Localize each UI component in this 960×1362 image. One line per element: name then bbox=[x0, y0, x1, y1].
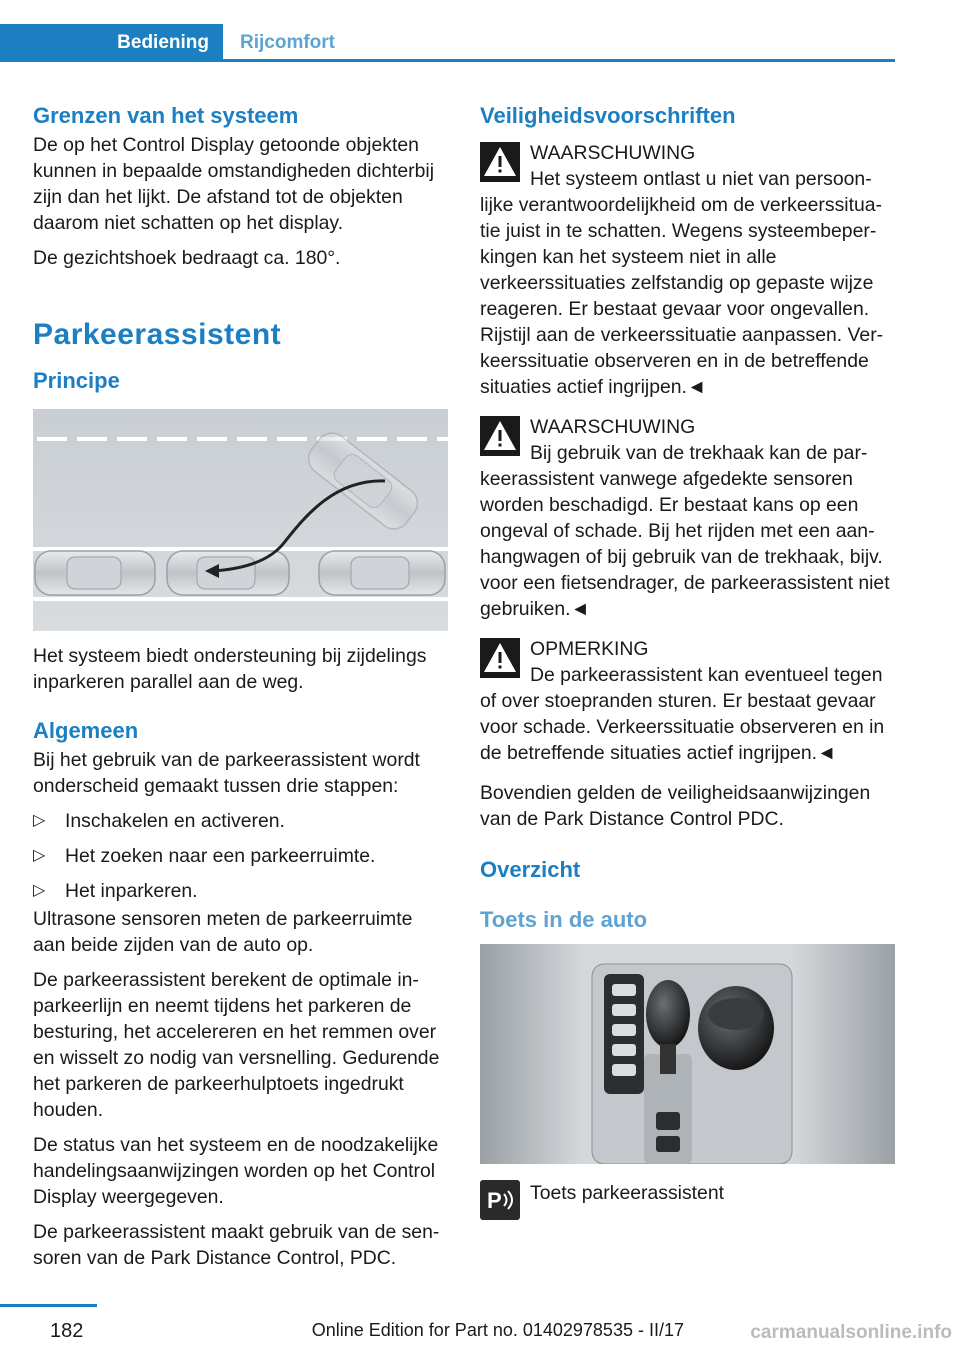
paragraph-status: De status van het systeem en de noodzakelijke handelingsaanwijzingen worden op het Control Display weergegeven. bbox=[33, 1134, 439, 1208]
page-number: 182 bbox=[50, 1320, 84, 1342]
notice-text: De parkeerassistent kan eventueel tegen of over stoepranden sturen. Er bestaat gevaar voor schade. Verkeerssituatie observeren en in de betreffende situaties actief ingrijpen.◄ bbox=[480, 664, 885, 764]
warning-text: Het systeem ontlast u niet van persoonlijke verantwoordelijkheid om de verkeerssituatie juist in te schatten. Wegens systeembeperkingen kan het systeem niet in alle verkeerssituaties zelfstandig op gepaste wijze reageren. Er bestaat gevaar voor ongevallen. Rijstijl aan de verkeerssituatie aanpassen. Verkeerssituatie observeren en in de betreffende situaties actief ingrijpen.◄ bbox=[480, 168, 884, 398]
center-console-illustration bbox=[480, 944, 895, 1164]
paragraph-pdc-sensors: De parkeerassistent maakt gebruik van de sensoren van de Park Distance Control, PDC. bbox=[33, 1221, 440, 1269]
edition-info: Online Edition for Part no. 01402978535 - II/17 bbox=[311, 1320, 684, 1340]
warning-triangle-icon bbox=[480, 638, 520, 678]
steps-list bbox=[33, 808, 449, 904]
right-column bbox=[480, 100, 896, 1224]
watermark: carmanualsonline.info bbox=[750, 1322, 952, 1343]
triangle-bullet-icon: ▷ bbox=[33, 882, 46, 899]
parking-car-center bbox=[167, 551, 289, 595]
left-column bbox=[33, 100, 449, 1271]
parked-car-left bbox=[35, 551, 155, 595]
paragraph-ultrasone: Ultrasone sensoren meten de parkeerruimte aan beide zijden van de auto op. bbox=[33, 908, 413, 956]
list-item: ▷ Inschakelen en activeren. bbox=[33, 810, 285, 832]
tab-rijcomfort[interactable]: Rijcomfort bbox=[240, 32, 335, 53]
chapter-title: Parkeerassistent bbox=[33, 318, 282, 351]
parked-car-right bbox=[319, 551, 445, 595]
warning-block-1 bbox=[480, 140, 896, 400]
header-tabs bbox=[0, 0, 895, 62]
heading-general: Algemeen bbox=[33, 718, 139, 743]
triangle-bullet-icon: ▷ bbox=[33, 812, 46, 829]
list-item: ▷ Het zoeken naar een parkeerruimte. bbox=[33, 845, 376, 867]
heading-safety: Veiligheidsvoorschriften bbox=[480, 103, 736, 128]
paragraph-limits-2: De gezichtshoek bedraagt ca. 180°. bbox=[33, 247, 341, 269]
tab-bediening[interactable]: Bediening bbox=[0, 24, 223, 62]
svg-text:P: P bbox=[487, 1188, 502, 1213]
parking-illustration bbox=[33, 409, 448, 631]
heading-overview: Overzicht bbox=[480, 857, 581, 882]
warning-text: Bij gebruik van de trekhaak kan de parkeerassistent vanwege afgedekte sensoren worden beschadigd. Er bestaat kans op een ongeval of schade. Bij het rijden met een aanhangwagen of bij gebruik van de trekhaak, bijv. voor een fietsendrager, de parkeerassistent niet gebruiken.◄ bbox=[480, 442, 890, 620]
parallel-parking-diagram bbox=[33, 409, 448, 631]
center-console-photo bbox=[480, 944, 895, 1164]
warning-triangle-icon bbox=[480, 416, 520, 456]
notice-block bbox=[480, 636, 896, 766]
notice-label: OPMERKING bbox=[530, 638, 649, 660]
paragraph-additional-safety: Bovendien gelden de veiligheidsaanwijzingen van de Park Distance Control PDC. bbox=[480, 782, 871, 830]
heading-principle: Principe bbox=[33, 368, 120, 393]
footer-rule bbox=[0, 1304, 97, 1307]
warning-triangle-icon bbox=[480, 142, 520, 182]
triangle-bullet-icon: ▷ bbox=[33, 847, 46, 864]
button-legend bbox=[480, 1180, 896, 1224]
heading-button-in-car: Toets in de auto bbox=[480, 907, 648, 932]
warning-label: WAARSCHUWING bbox=[530, 416, 696, 438]
paragraph-limits-1: De op het Control Display getoonde objekten kunnen in bepaalde omstandigheden dichterbij zijn dan het lijkt. De afstand tot de objekten daarom niet schatten op het display. bbox=[33, 134, 435, 234]
button-caption: Toets parkeerassistent bbox=[530, 1182, 724, 1204]
header-rule bbox=[223, 59, 895, 62]
list-item: ▷ Het inparkeren. bbox=[33, 880, 198, 902]
paragraph-calculation: De parkeerassistent berekent de optimale inparkeerlijn en neemt tijdens het parkeren de besturing, het accelereren en het remmen over en wisselt zo nodig van versnelling. Gedurende het parkeren de parkeerhulptoets ingedrukt houden. bbox=[33, 969, 440, 1121]
warning-block-2 bbox=[480, 414, 896, 622]
paragraph-principle: Het systeem biedt ondersteuning bij zijdelings inparkeren parallel aan de weg. bbox=[33, 645, 427, 693]
heading-limits: Grenzen van het systeem bbox=[33, 103, 299, 128]
park-assist-button-icon bbox=[480, 1180, 520, 1220]
paragraph-general-intro: Bij het gebruik van de parkeerassistent wordt onderscheid gemaakt tussen drie stappen: bbox=[33, 749, 420, 797]
warning-label: WAARSCHUWING bbox=[530, 142, 696, 164]
